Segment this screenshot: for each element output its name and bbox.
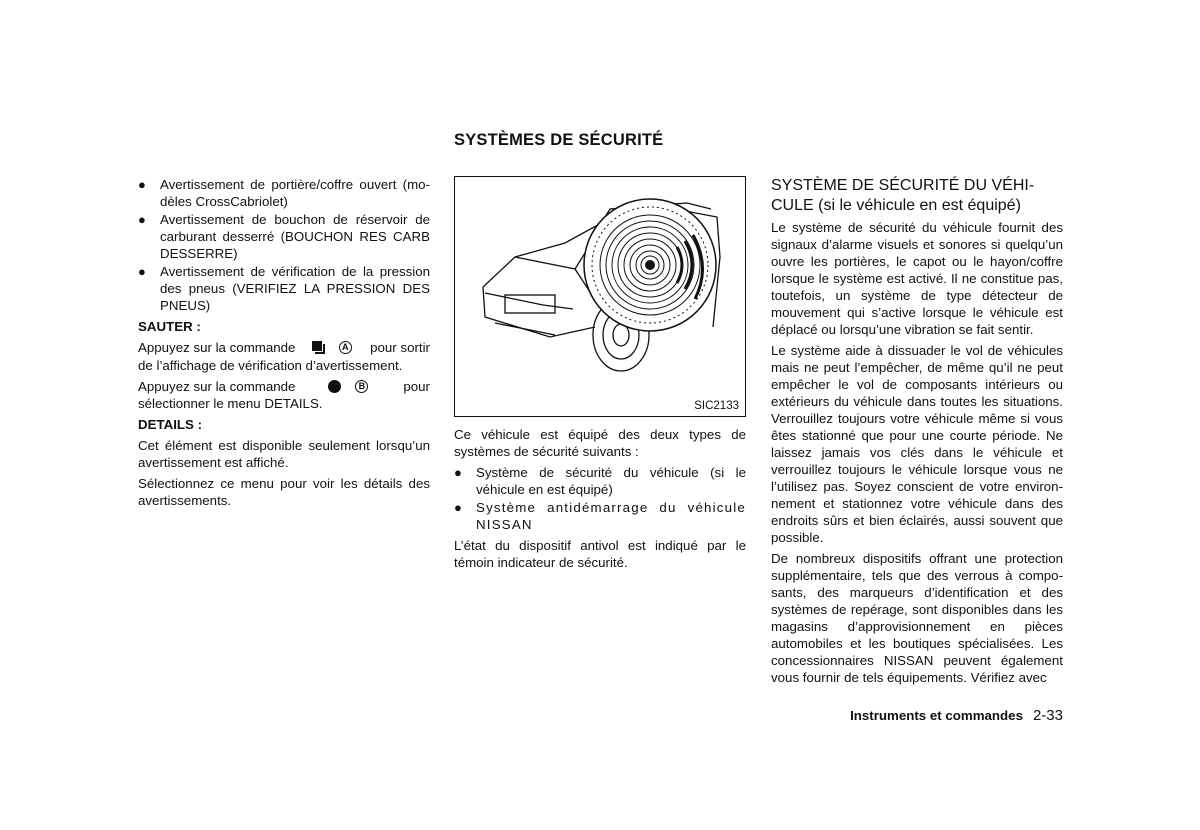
car-alarm-illustration (455, 177, 745, 415)
sauter-paragraph-2-rest: sélectionner le menu DETAILS. (138, 396, 323, 411)
sauter-paragraph-2: Appuyez sur la commande B pour (138, 379, 430, 394)
section-heading: SYSTÈME DE SÉCURITÉ DU VÉHI- CULE (si le véhicule en est équipé) (771, 177, 1035, 214)
details-paragraph-2: Sélectionnez ce menu pour voir les détails des avertissements. (138, 476, 430, 508)
right-paragraph-3: De nombreux dispositifs offrant une protection supplémentaire, tels que des verrous à compo-sants, des marqueurs d’identification et des systèmes de repérage, sont disponibles dans les magasins d’approvisionnement en pièces automobiles et les boutiques spécialisées. Les concessionnaires NISSAN peuvent également vous fournir de tels équipements. Vérifiez avec (771, 551, 1063, 685)
right-paragraph-2: Le système aide à dissuader le vol de véhicules mais ne peut l’empêcher, de même qu’il ne peut empêcher le vol de composants intérieurs ou extérieurs du véhicule dans toutes les situations. Verrouillez toujours votre véhicule même si vous êtes stationné que pour une courte période. Ne laissez jamais vos clés dans le véhicule et verrouillez toujours le véhicule lorsque vous ne l’utilisez pas. Soyez conscient de votre environ-nement et stationnez votre véhicule dans des endroits sûrs et bien éclairés, aussi souvent que possible. (771, 343, 1063, 545)
list-item: ● Système de sécurité du véhicule (si le véhicule en est équipé) (454, 465, 746, 497)
details-heading: DETAILS : (138, 417, 203, 432)
square-display-button-icon (312, 341, 325, 354)
vehicle-security-figure (454, 176, 746, 417)
callout-b-icon: B (355, 380, 368, 393)
middle-intro: Ce véhicule est équipé des deux types de systèmes de sécurité suivants : (454, 427, 746, 459)
sauter-heading: SAUTER : (138, 319, 201, 334)
warning-list (138, 176, 430, 314)
sauter-paragraph-1-rest: de l’affichage de vérification d’avertissement. (138, 358, 403, 373)
bullet-icon: ● (138, 264, 146, 279)
sauter-paragraph-1: Appuyez sur la commande A pour sortir (138, 340, 430, 355)
page-title: SYSTÈMES DE SÉCURITÉ (454, 131, 664, 149)
details-paragraph-1: Cet élément est disponible seulement lorsqu’un avertissement est affiché. (138, 438, 430, 470)
bullet-icon: ● (138, 177, 146, 192)
bullet-icon: ● (454, 500, 464, 515)
middle-column (454, 426, 746, 575)
list-item: ● Système antidémarrage du véhicule NISSAN (454, 500, 746, 532)
right-paragraph-1: Le système de sécurité du véhicule fournit des signaux d’alarme visuels et sonores si quelqu’un ouvre les portières, le capot ou le hayon/coffre lorsque le système est activé. Il ne constitue pas, toutefois, un système de type détecteur de mouvement qui s’active lorsque le véhicule est déplacé ou lorsqu’une vibration se fait sentir. (771, 220, 1063, 337)
security-system-list (454, 464, 746, 533)
list-item: ● Avertissement de bouchon de réservoir de carburant desserré (BOUCHON RES CARB DESSERRE) (138, 212, 430, 261)
list-item: ● Avertissement de portière/coffre ouvert (mo-dèles CrossCabriolet) (138, 177, 430, 209)
page-footer (780, 707, 1063, 724)
left-column (138, 176, 430, 513)
bullet-icon: ● (138, 212, 146, 227)
bullet-icon: ● (454, 465, 462, 480)
figure-label: SIC2133 (694, 400, 739, 412)
footer-section: Instruments et commandes (850, 708, 1023, 723)
right-column (771, 176, 1063, 690)
middle-outro: L’état du dispositif antivol est indiqué par le témoin indicateur de sécurité. (454, 538, 746, 570)
list-item: ● Avertissement de vérification de la pression des pneus (VERIFIEZ LA PRESSION DES PNEUS) (138, 264, 430, 313)
callout-a-icon: A (339, 341, 352, 354)
round-button-icon (328, 380, 341, 393)
page-number: 2-33 (1032, 707, 1063, 724)
